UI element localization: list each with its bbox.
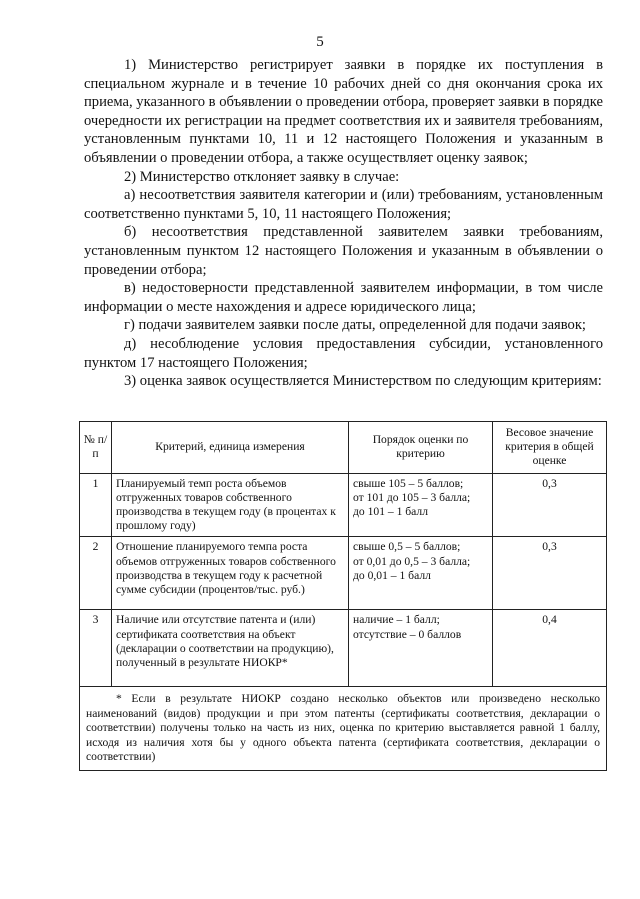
row-order <box>349 537 493 610</box>
paragraph-2: 2) Министерство отклоняет заявку в случае: <box>124 168 400 185</box>
order-line: свыше 105 – 5 баллов; <box>353 476 464 490</box>
order-line: наличие – 1 балл; <box>353 613 440 627</box>
order-line: до 101 – 1 балл <box>353 505 428 519</box>
row-num: 2 <box>80 537 112 610</box>
paragraph-2g: г) подачи заявителем заявки после даты, определенной для подачи заявок; <box>124 317 586 334</box>
criteria-table <box>79 421 607 771</box>
row-criterion: Наличие или отсутствие патента и (или) сертификата соответствия на объект (декларации о соответствии на продукцию), полученный в результате НИОКР* <box>112 610 349 687</box>
paragraph-2a: а) несоответствия заявителя категории и (или) требованиям, установленным соответственно пунктами 5, 10, 11 настоящего Положения; <box>84 187 603 222</box>
table-header-row <box>80 422 607 474</box>
paragraph-2b: б) несоответствия представленной заявителем заявки требованиям, установленным пунктом 12 настоящего Положения и указанным в объявлении о проведении отбора; <box>84 224 603 278</box>
paragraph-2d: д) несоблюдение условия предоставления субсидии, установленного пунктом 17 настоящего Положения; <box>84 335 603 371</box>
row-order <box>349 610 493 687</box>
table-footnote: * Если в результате НИОКР создано несколько объектов или произведено несколько наименований (видов) продукции и при этом патенты (сертификаты соответствия, декларации о соответствии) получены только на часть из них, оценка по критерию выставляется равной 1 баллу, исходя из наличия хотя бы у одного объекта патента (сертификата соответствия, декларации о соответствии) <box>80 687 607 771</box>
row-criterion: Планируемый темп роста объемов отгруженных товаров собственного производства в текущем году (в процентах к прошлому году) <box>112 473 349 537</box>
header-order: Порядок оценки по критерию <box>349 422 493 474</box>
order-line: свыше 0,5 – 5 баллов; <box>353 540 461 554</box>
row-criterion: Отношение планируемого темпа роста объемов отгруженных товаров собственного производства в текущем году к расчетной сумме субсидии (процентов/тыс. руб.) <box>112 537 349 610</box>
order-line: от 101 до 105 – 3 балла; <box>353 490 471 504</box>
paragraph-3: 3) оценка заявок осуществляется Министерством по следующим критериям: <box>124 373 602 390</box>
order-line: от 0,01 до 0,5 – 3 балла; <box>353 554 471 568</box>
row-num: 3 <box>80 610 112 687</box>
table-row <box>80 610 607 687</box>
table-footnote-row <box>80 687 607 771</box>
header-num: № п/п <box>80 422 112 474</box>
table-row <box>80 473 607 537</box>
row-num: 1 <box>80 473 112 537</box>
header-criterion: Критерий, единица измерения <box>112 422 349 474</box>
table-row <box>80 537 607 610</box>
page-number: 5 <box>316 34 324 50</box>
paragraph-1: 1) Министерство регистрирует заявки в порядке их поступления в специальном журнале и в течение 10 рабочих дней со дня окончания срока их приема, указанного в объявлении о проведении отбора, проверяет заявки в порядке очередности их регистрации на предмет соответствия их и заявителя требованиям, установленным пунктами 10, 11 и 12 настоящего Положения и указанным в объявлении о проведении отбора, а также осуществляет оценку заявок; <box>84 57 603 166</box>
row-order <box>349 473 493 537</box>
header-weight: Весовое значение критерия в общей оценке <box>493 422 607 474</box>
order-line: отсутствие – 0 баллов <box>353 627 462 641</box>
row-weight: 0,3 <box>493 473 607 537</box>
row-weight: 0,4 <box>493 610 607 687</box>
document-body <box>84 56 603 391</box>
row-weight: 0,3 <box>493 537 607 610</box>
order-line: до 0,01 – 1 балл <box>353 568 431 582</box>
paragraph-2v: в) недостоверности представленной заявителем информации, в том числе информации о месте нахождения и адресе юридического лица; <box>84 280 603 315</box>
